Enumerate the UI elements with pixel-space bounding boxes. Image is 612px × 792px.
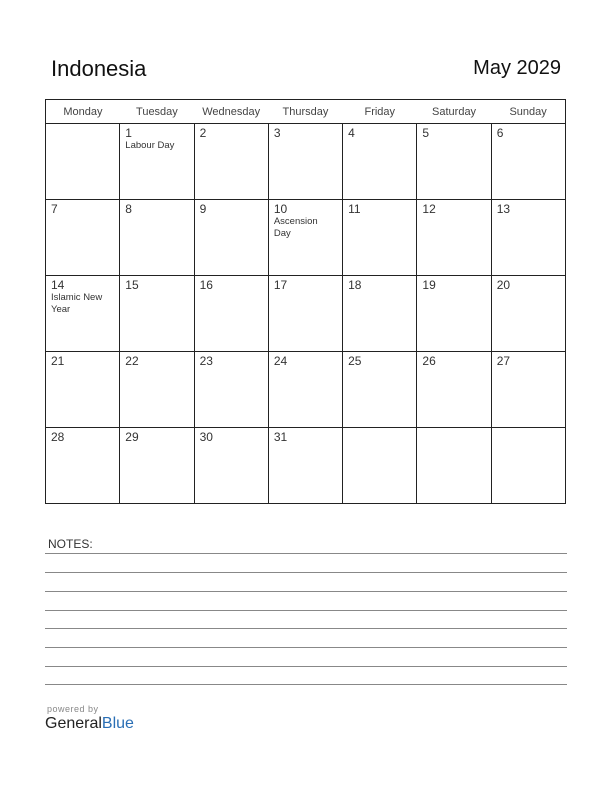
day-number: 15 — [125, 278, 139, 292]
day-cell — [343, 276, 417, 352]
day-number: 14 — [51, 278, 65, 292]
day-cell — [491, 352, 565, 428]
weekday-wednesday: Wednesday — [194, 100, 268, 124]
generalblue-logo — [45, 715, 134, 733]
holiday-label: Ascension Day — [273, 216, 318, 239]
day-cell — [120, 276, 194, 352]
day-cell — [417, 276, 491, 352]
day-number: 8 — [125, 202, 132, 216]
week-row — [46, 124, 566, 200]
note-line — [45, 628, 567, 629]
day-cell — [194, 124, 268, 200]
day-cell — [46, 124, 120, 200]
day-cell — [46, 428, 120, 504]
day-cell — [194, 352, 268, 428]
day-cell — [194, 276, 268, 352]
day-cell — [120, 124, 194, 200]
logo-blue: Blue — [101, 715, 134, 732]
day-cell — [268, 124, 342, 200]
weekday-monday: Monday — [46, 100, 120, 124]
day-cell — [417, 352, 491, 428]
day-cell — [268, 352, 342, 428]
day-cell — [417, 428, 491, 504]
day-number: 19 — [422, 278, 436, 292]
weekday-saturday: Saturday — [417, 100, 491, 124]
month-year-title: May 2029 — [473, 57, 561, 79]
day-number: 24 — [273, 354, 288, 368]
day-number: 25 — [348, 354, 362, 368]
day-cell — [194, 428, 268, 504]
day-cell — [491, 124, 565, 200]
week-row — [46, 352, 566, 428]
day-number: 21 — [51, 354, 65, 368]
day-cell — [120, 200, 194, 276]
note-line — [45, 647, 567, 648]
day-number: 10 — [273, 202, 288, 216]
day-cell — [343, 428, 417, 504]
notes-label: NOTES: — [48, 537, 93, 551]
week-row — [46, 276, 566, 352]
day-number: 20 — [496, 278, 511, 292]
weekday-thursday: Thursday — [268, 100, 342, 124]
day-cell — [120, 352, 194, 428]
day-number: 13 — [496, 202, 511, 216]
day-number: 30 — [199, 430, 213, 444]
day-number: 6 — [496, 126, 504, 140]
weekday-header-row — [46, 100, 566, 124]
day-number: 22 — [125, 354, 139, 368]
weekday-sunday: Sunday — [491, 100, 565, 124]
day-number: 1 — [125, 126, 132, 140]
day-number: 9 — [199, 202, 207, 216]
day-cell — [268, 200, 342, 276]
calendar-grid — [45, 99, 566, 504]
day-cell — [417, 124, 491, 200]
country-title: Indonesia — [51, 56, 147, 81]
weekday-friday: Friday — [343, 100, 417, 124]
day-cell — [194, 200, 268, 276]
day-cell — [491, 276, 565, 352]
week-row — [46, 428, 566, 504]
note-line — [45, 572, 567, 573]
day-cell — [491, 428, 565, 504]
day-cell — [343, 200, 417, 276]
day-number: 12 — [422, 202, 436, 216]
day-number: 18 — [348, 278, 362, 292]
day-number: 27 — [496, 354, 511, 368]
day-cell — [343, 352, 417, 428]
brand-footer — [45, 704, 134, 733]
day-cell — [417, 200, 491, 276]
day-cell — [343, 124, 417, 200]
day-number: 16 — [199, 278, 213, 292]
day-number: 2 — [199, 126, 207, 140]
day-number: 23 — [199, 354, 213, 368]
holiday-label: Labour Day — [125, 140, 175, 151]
day-cell — [120, 428, 194, 504]
day-cell — [268, 276, 342, 352]
day-number: 3 — [273, 126, 281, 140]
day-number: 31 — [273, 430, 288, 444]
week-row — [46, 200, 566, 276]
note-line — [45, 610, 567, 611]
day-number: 11 — [348, 202, 361, 216]
note-line — [45, 666, 567, 667]
note-line — [45, 684, 567, 685]
day-number: 26 — [422, 354, 436, 368]
day-number: 5 — [422, 126, 430, 140]
day-number: 4 — [348, 126, 355, 140]
day-cell — [268, 428, 342, 504]
day-cell — [46, 200, 120, 276]
powered-by-text: powered by — [47, 704, 99, 714]
day-number: 28 — [51, 430, 65, 444]
holiday-label: Islamic New Year — [51, 292, 103, 315]
weekday-tuesday: Tuesday — [120, 100, 194, 124]
day-cell — [46, 352, 120, 428]
logo-general: General — [45, 715, 102, 732]
day-number: 17 — [273, 278, 288, 292]
day-cell — [46, 276, 120, 352]
note-line — [45, 553, 567, 554]
day-cell — [491, 200, 565, 276]
day-number: 7 — [51, 202, 58, 216]
day-number: 29 — [125, 430, 139, 444]
note-line — [45, 591, 567, 592]
